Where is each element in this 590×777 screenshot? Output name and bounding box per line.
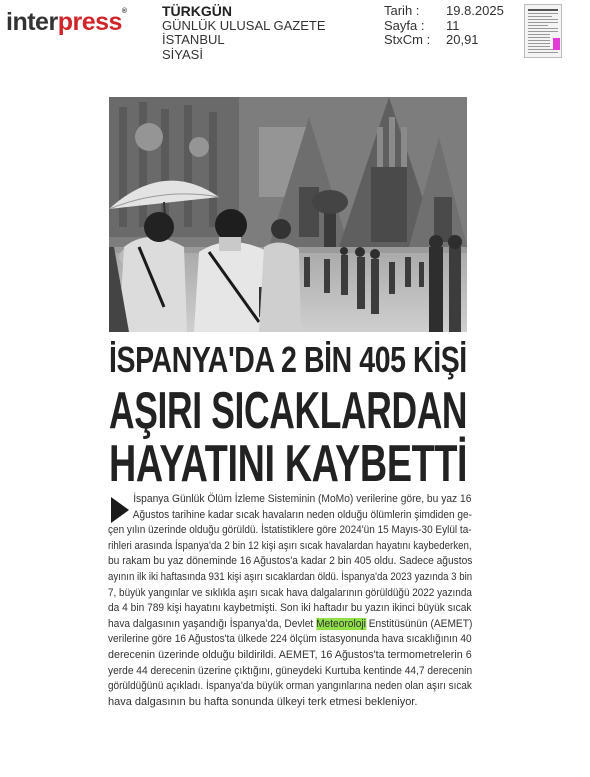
meta-value: 11 xyxy=(446,17,460,33)
highlighted-keyword: Meteoroloji xyxy=(316,617,366,630)
headline-line-2: AŞIRI SICAKLARDAN xyxy=(109,382,468,440)
meta-row-stxcm xyxy=(384,33,504,48)
article-body xyxy=(108,492,472,710)
clipping-meta xyxy=(384,4,504,48)
meta-label: StxCm : xyxy=(384,32,431,47)
meta-label: Tarih : xyxy=(384,3,420,18)
body-line: bu rakam bu yaz döneminde 16 Ağustos'a kadar 2 bin 405 oldu. Sadece ağustos xyxy=(108,555,473,568)
page-thumbnail[interactable] xyxy=(524,4,562,58)
body-line: da 4 bin 789 kişi hayatını kaybetmişti. Son iki haftadır bu yazın ikinci büyük sıcak xyxy=(108,602,472,615)
thumbnail-highlight-marker xyxy=(553,38,560,50)
body-line-start: hava dalgasının yaşandığı İspanya'da, Devlet xyxy=(108,617,314,630)
publication-section: SİYASİ xyxy=(162,46,203,62)
publication-name: TÜRKGÜN xyxy=(162,3,232,19)
interpress-logo xyxy=(6,8,127,37)
body-line: verilerine göre 16 Ağustos'ta ülkede 224 ölçüm istasyonunda hava sıcaklığının 40 xyxy=(108,633,472,646)
logo-registered-mark: ® xyxy=(121,8,127,15)
body-line: ayının ilk iki haftasında 931 kişi aşırı sıcaklardan öldü. İspanya'da 2023 yazında 3 bin xyxy=(108,570,473,583)
logo-accent: press xyxy=(57,8,122,36)
body-line: hava dalgasının bu hafta sonunda ülkeyi terk etmesi bekleniyor. xyxy=(108,695,418,708)
body-line: Ağustos tarihine kadar sıcak havaların neden olduğu ölümlerin şimdiden ge- xyxy=(132,508,473,521)
publication-info xyxy=(162,4,326,62)
publication-type: GÜNLÜK ULUSAL GAZETE xyxy=(162,17,326,33)
headline-line-3: HAYATINI KAYBETTİ xyxy=(109,435,468,493)
logo-main: inter xyxy=(6,8,58,36)
meta-row-page xyxy=(384,19,504,34)
body-line: 7, büyük yangınlar ve sıklıkla aşırı sıcak hava dalgalarının görüldüğü 2022 yazında xyxy=(108,586,472,599)
body-line: yerde 44 derecenin üzerine çıktığını, güneydeki Kurtuba kentinde 44,7 derecenin xyxy=(108,664,473,677)
meta-row-date xyxy=(384,4,504,19)
meta-value: 19.8.2025 xyxy=(446,3,504,18)
body-line: İspanya Günlük Ölüm İzleme Sisteminin (MoMo) verilerine göre, bu yaz 16 xyxy=(133,493,472,505)
meta-value: 20,91 xyxy=(446,32,479,47)
meta-label: Sayfa : xyxy=(384,17,425,33)
body-line-end: Enstitüsünün (AEMET) xyxy=(368,617,473,630)
body-line: görüldüğünü açıkladı. İspanya'da büyük orman yangınlarına neden olan aşırı sıcak xyxy=(108,680,472,693)
article-photo xyxy=(109,97,467,332)
body-line-highlighted xyxy=(108,617,473,633)
body-line: rihleri arasında İspanya'da 2 bin 12 kişi aşırı sıcak havalardan hayatını kaybederken, xyxy=(108,539,472,552)
body-line: çen yılın üzerinde olduğu görüldü. İstatistiklere göre 2024'ün 15 Mayıs-30 Eylül ta- xyxy=(108,524,472,537)
headline-line-1: İSPANYA'DA 2 BİN 405 KİŞİ xyxy=(109,339,467,380)
publication-city: İSTANBUL xyxy=(162,32,225,47)
body-line: derecenin üzerinde olduğu bildirildi. AEMET, 16 Ağustos'ta termometrelerin 6 xyxy=(108,648,472,661)
